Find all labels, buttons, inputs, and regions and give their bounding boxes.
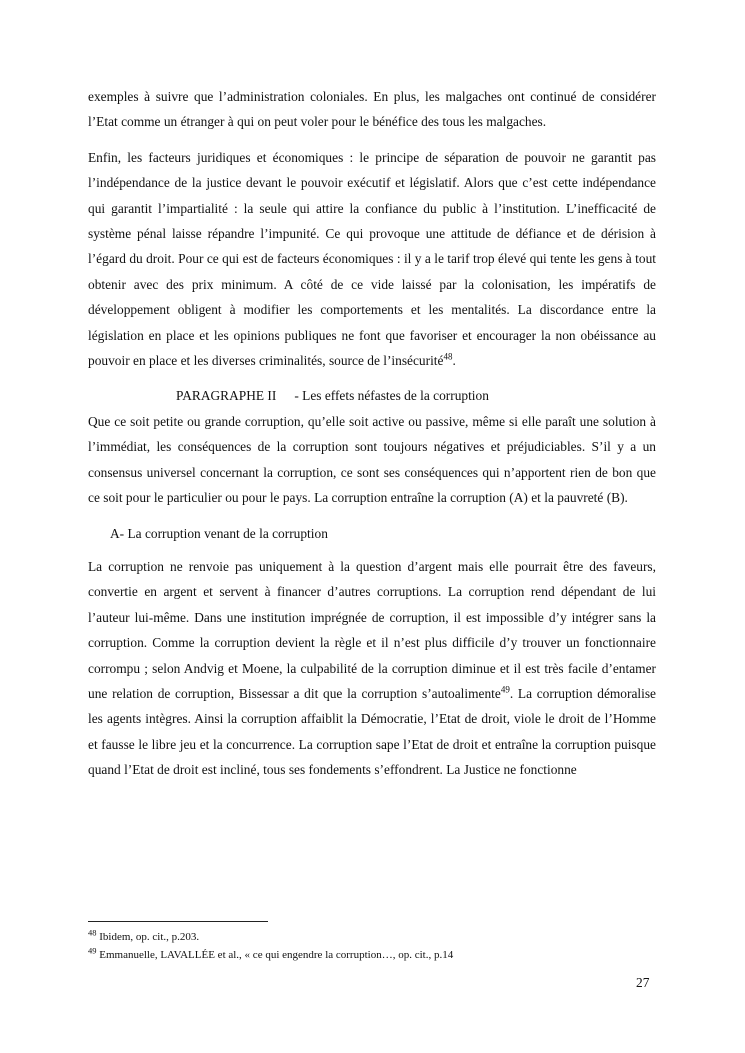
paragraph-2: [88, 145, 656, 374]
paragraph-4-text: La corruption ne renvoie pas uniquement à la question d’argent mais elle pourrait être des faveurs, convertie en argent et servent à financer d’autres corruptions. La corruption rend dépendant de lui l’auteur lui-même. Dans une institution imprégnée de corruption, il est impossible d’y intégrer sans la corruption. Comme la corruption devient la règle et il n’est plus difficile d’y trouver un fonctionnaire corrompu ; selon Andvig et Moene, la culpabilité de la corruption diminue et il est très facile d’entamer une relation de corruption, Bissessar a dit que la corruption s’autoalimente: [88, 558, 656, 701]
page-body: [88, 84, 656, 793]
footnote-ref-48[interactable]: 48: [443, 351, 453, 362]
footnote-number: 48: [88, 927, 97, 938]
paragraph-2-end: .: [452, 353, 456, 369]
paragraph-4-rest: . La corruption démoralise les agents intègres. Ainsi la corruption affaiblit la Démocratie, l’Etat de droit, viole le droit de l’Homme et fausse le libre jeu et la concurrence. La corruption sape l’Etat de droit et entraîne la corruption puisque quand l’Etat de droit est incliné, tous ses fondements s’effondrent. La Justice ne fonctionne: [88, 685, 656, 778]
section-heading-title: - Les effets néfastes de la corruption: [294, 388, 489, 404]
footnote-49: [88, 946, 656, 964]
footnotes: [88, 928, 656, 964]
footnote-text: Emmanuelle, LAVALLÉE et al., « ce qui engendre la corruption…, op. cit., p.14: [96, 949, 454, 961]
subsection-heading: A- La corruption venant de la corruption: [110, 525, 328, 541]
paragraph-3: Que ce soit petite ou grande corruption, qu’elle soit active ou passive, même si elle paraît une solution à l’immédiat, les conséquences de la corruption sont toujours négatives et préjudiciables. S’il y a un consensus universel concernant la corruption, ce sont ses conséquences qui n’apportent rien de bon que ce soit pour le particulier ou pour le pays. La corruption entraîne la corruption (A) et la pauvreté (B).: [88, 413, 656, 506]
footnote-48: [88, 928, 656, 946]
footnote-number: 49: [88, 945, 97, 956]
paragraph-1: exemples à suivre que l’administration coloniales. En plus, les malgaches ont continué de considérer l’Etat comme un étranger à qui on peut voler pour le bénéfice des tous les malgaches.: [88, 89, 656, 130]
footnote-text: Ibidem, op. cit., p.203.: [96, 931, 200, 943]
paragraph-4: [88, 554, 656, 783]
paragraph-2-text: Enfin, les facteurs juridiques et économiques : le principe de séparation de pouvoir ne garantit pas l’indépendance de la justice devant le pouvoir exécutif et législatif. Alors que c’est cette indépendance qui garantit l’impartialité : la seule qui attire la confiance du public à l’institution. L’inefficacité de système pénal laisse répandre l’impunité. Ce qui provoque une attitude de défiance et de dérision à l’égard du droit. Pour ce qui est de facteurs économiques : il y a le tarif trop élevé qui tente les gens à tout obtenir avec des prix minimum. A côté de ce vide laissé par la colonisation, les impératifs de développement obligent à modifier les comportements et les mentalités. La discordance entre la législation en place et les opinions publiques ne font que favoriser et encourager la non obéissance au pouvoir en place et les diverses criminalités, source de l’insécurité: [88, 149, 656, 369]
footnote-divider: [88, 921, 268, 922]
section-heading: [176, 383, 656, 408]
page-number: 27: [636, 975, 650, 990]
footnote-ref-49[interactable]: 49: [500, 684, 510, 695]
section-heading-label: PARAGRAPHE II: [176, 388, 277, 404]
